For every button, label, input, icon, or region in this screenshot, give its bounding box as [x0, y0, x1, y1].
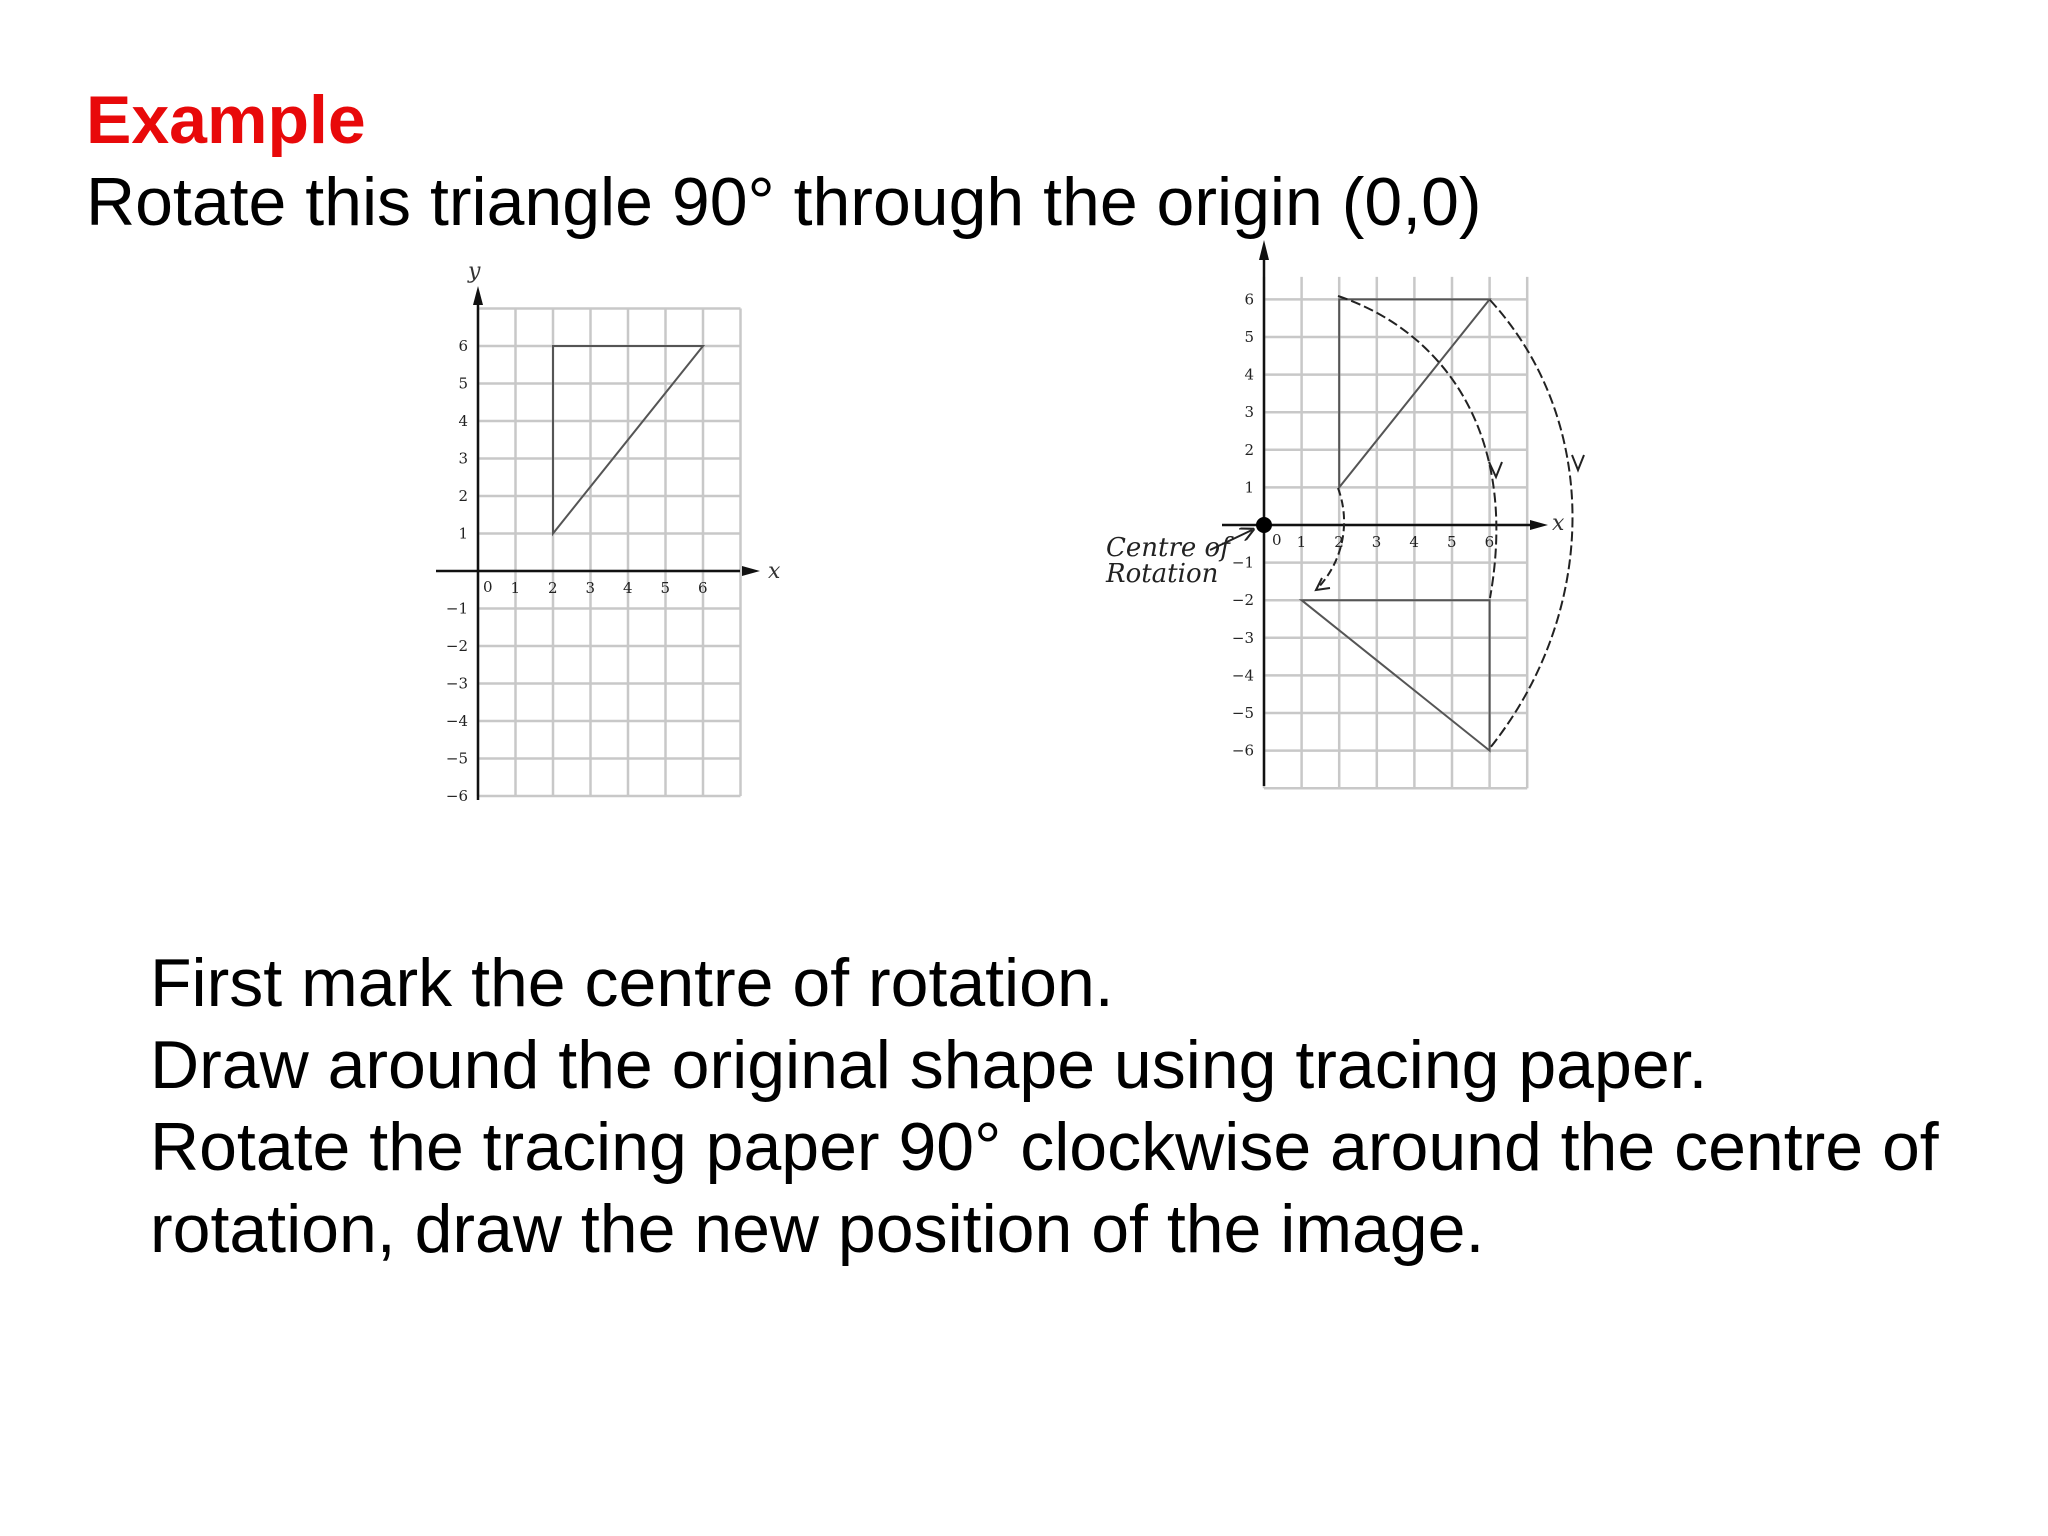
- x-tick-label: 6: [1484, 533, 1495, 551]
- left-x-axis-arrow: [742, 566, 760, 576]
- y-tick-label: −3: [445, 674, 468, 693]
- y-tick-label: 1: [458, 524, 468, 543]
- x-tick-label: 4: [1409, 533, 1419, 551]
- right-x-tick-labels: [1297, 533, 1495, 551]
- x-tick-label: 1: [510, 579, 521, 597]
- y-tick-label: −4: [1231, 666, 1254, 685]
- instruction-text: Rotate this triangle 90° through the origin (0,0): [86, 164, 1482, 240]
- x-tick-label: 2: [548, 579, 558, 597]
- left-x-axis-label: x: [768, 559, 781, 584]
- y-tick-label: 5: [458, 374, 468, 393]
- x-tick-label: 5: [1447, 533, 1457, 551]
- right-y-axis-arrow: [1259, 240, 1269, 260]
- x-tick-label: 4: [623, 579, 633, 597]
- x-tick-label: 3: [585, 579, 596, 597]
- step-2: Draw around the original shape using tracing paper.: [150, 1027, 1708, 1103]
- y-tick-label: 6: [458, 337, 468, 355]
- original-graph: [436, 259, 781, 805]
- x-tick-label: 3: [1371, 533, 1382, 551]
- rotation-arc-middle: [1338, 296, 1496, 598]
- y-tick-label: −1: [445, 599, 468, 618]
- y-tick-label: 4: [1244, 365, 1254, 384]
- centre-label-line1: Centre of: [1106, 533, 1230, 563]
- x-tick-label: 5: [660, 579, 671, 597]
- y-tick-label: −2: [445, 637, 468, 655]
- y-tick-label: 4: [458, 412, 468, 430]
- left-y-axis-arrow: [473, 286, 483, 305]
- rotation-arc-inner-arrow: [1316, 578, 1330, 590]
- y-tick-label: −5: [445, 749, 468, 768]
- centre-of-rotation-point: [1256, 517, 1272, 533]
- y-tick-label: 5: [1244, 328, 1254, 346]
- right-x-axis-label: x: [1552, 511, 1565, 536]
- rotation-graph: [1105, 240, 1584, 788]
- step-1: First mark the centre of rotation.: [150, 945, 1114, 1021]
- left-grid: [478, 309, 741, 797]
- y-tick-label: 3: [1244, 403, 1254, 422]
- y-tick-label: 2: [458, 487, 468, 505]
- x-tick-label: 6: [698, 579, 708, 597]
- centre-label-line2: Rotation: [1106, 559, 1219, 589]
- left-y-axis-label: y: [468, 259, 481, 284]
- y-tick-label: −2: [1231, 591, 1254, 610]
- x-tick-label: 1: [1296, 533, 1307, 551]
- step-4: rotation, draw the new position of the image.: [150, 1191, 1485, 1267]
- right-origin-label: 0: [1272, 531, 1282, 549]
- y-tick-label: −5: [1231, 704, 1254, 722]
- y-tick-label: −3: [1231, 628, 1254, 647]
- left-origin-label: 0: [483, 578, 493, 596]
- example-heading: Example: [86, 82, 366, 158]
- y-tick-label: 1: [1244, 478, 1254, 497]
- step-3: Rotate the tracing paper 90° clockwise around the centre of: [150, 1109, 1939, 1185]
- x-tick-label: 2: [1334, 533, 1344, 551]
- y-tick-label: −1: [1231, 553, 1254, 572]
- y-tick-label: −4: [445, 712, 468, 730]
- steps-list: [150, 942, 1939, 1270]
- y-tick-label: 3: [458, 449, 468, 468]
- left-x-tick-labels: [511, 579, 708, 597]
- rotation-arc-outer-arrow: [1572, 455, 1584, 470]
- y-tick-label: −6: [1231, 741, 1254, 760]
- y-tick-label: −6: [445, 787, 468, 805]
- y-tick-label: 6: [1244, 290, 1254, 309]
- y-tick-label: 2: [1244, 440, 1254, 459]
- right-x-axis-arrow: [1530, 520, 1548, 530]
